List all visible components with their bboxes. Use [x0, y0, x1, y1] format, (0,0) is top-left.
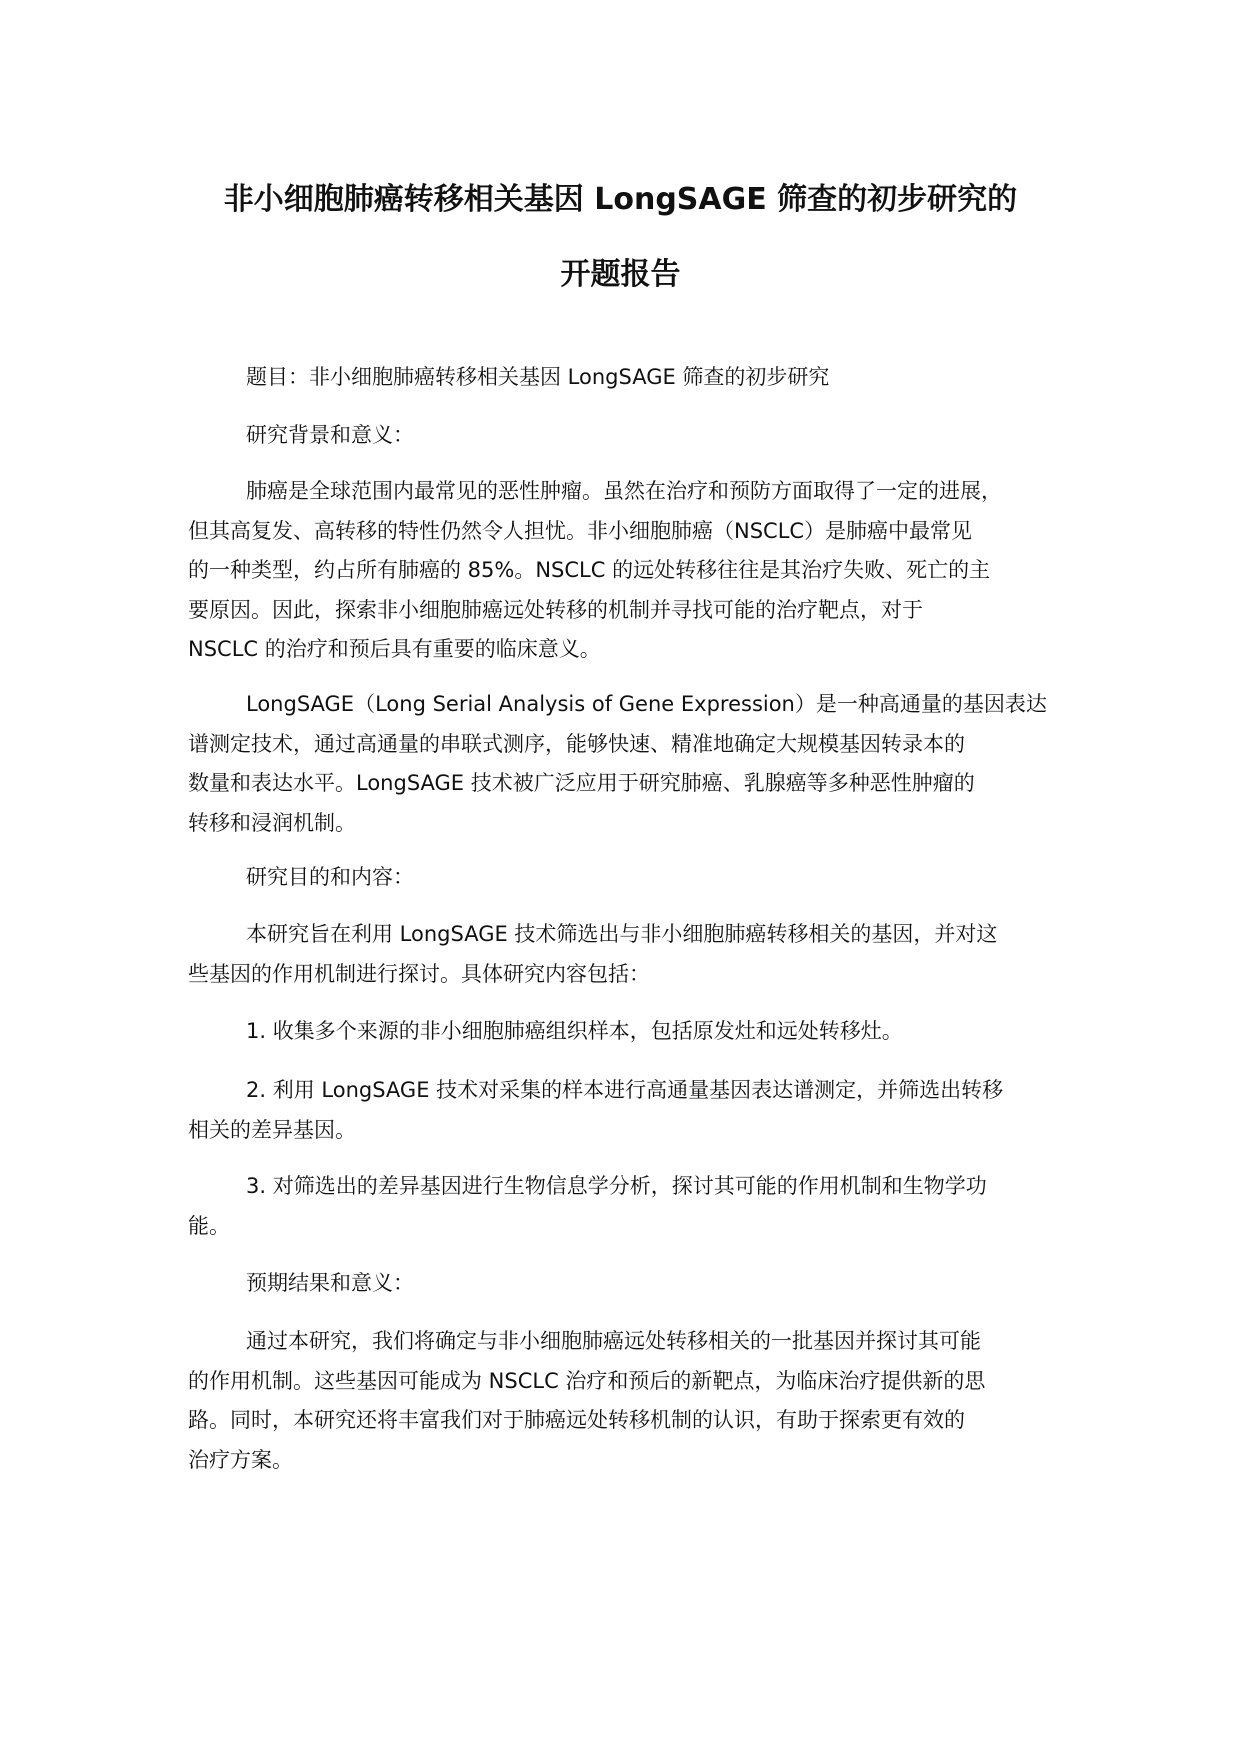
expected-results-paragraph: 通过本研究，我们将确定与非小细胞肺癌远处转移相关的一批基因并探讨其可能 的作用机制。这些基因可能成为 NSCLC 治疗和预后的新靶点，为临床治疗提供新的思 路。同时，本研究还将丰富我们对于肺癌远处转移机制的认识，有助于探索更有效的 治疗方案。 — [188, 1329, 986, 1472]
topic-paragraph: 题目：非小细胞肺癌转移相关基因 LongSAGE 筛查的初步研究 — [246, 365, 830, 389]
document-title-line-2: 开题报告 — [560, 257, 681, 292]
content-item-2: 2. 利用 LongSAGE 技术对采集的样本进行高通量基因表达谱测定，并筛选出转移 相关的差异基因。 — [188, 1078, 1004, 1142]
section-heading-background: 研究背景和意义： — [246, 423, 414, 447]
background-paragraph-1: 肺癌是全球范围内最常见的恶性肿瘤。虽然在治疗和预防方面取得了一定的进展， 但其高复发、高转移的特性仍然令人担忧。非小细胞肺癌（NSCLC）是肺癌中最常见 的一种类型，约占所有肺癌的 85%。NSCLC 的远处转移往往是其治疗失败、死亡的主 要原因。因此，探索非小细胞肺癌远处转移的机制并寻找可能的治疗靶点，对于 NSCLC 的治疗和预后具有重要的临床意义。 — [188, 479, 1002, 661]
content-item-3: 3. 对筛选出的差异基因进行生物信息学分析，探讨其可能的作用机制和生物学功 能。 — [188, 1174, 987, 1238]
objectives-paragraph: 本研究旨在利用 LongSAGE 技术筛选出与非小细胞肺癌转移相关的基因，并对这 些基因的作用机制进行探讨。具体研究内容包括： — [188, 922, 998, 986]
background-paragraph-2: LongSAGE（Long Serial Analysis of Gene Expression）是一种高通量的基因表达 谱测定技术，通过高通量的串联式测序，能够快速、精准地确定大规模基因转录本的 数量和表达水平。LongSAGE 技术被广泛应用于研究肺癌、乳腺癌等多种恶性肿瘤的 转移和浸润机制。 — [188, 692, 1047, 835]
section-heading-expected: 预期结果和意义： — [246, 1271, 414, 1295]
section-heading-objectives: 研究目的和内容： — [246, 865, 414, 889]
document-title-line-1: 非小细胞肺癌转移相关基因 LongSAGE 筛查的初步研究的 — [223, 182, 1018, 217]
content-item-1: 1. 收集多个来源的非小细胞肺癌组织样本，包括原发灶和远处转移灶。 — [246, 1019, 903, 1043]
